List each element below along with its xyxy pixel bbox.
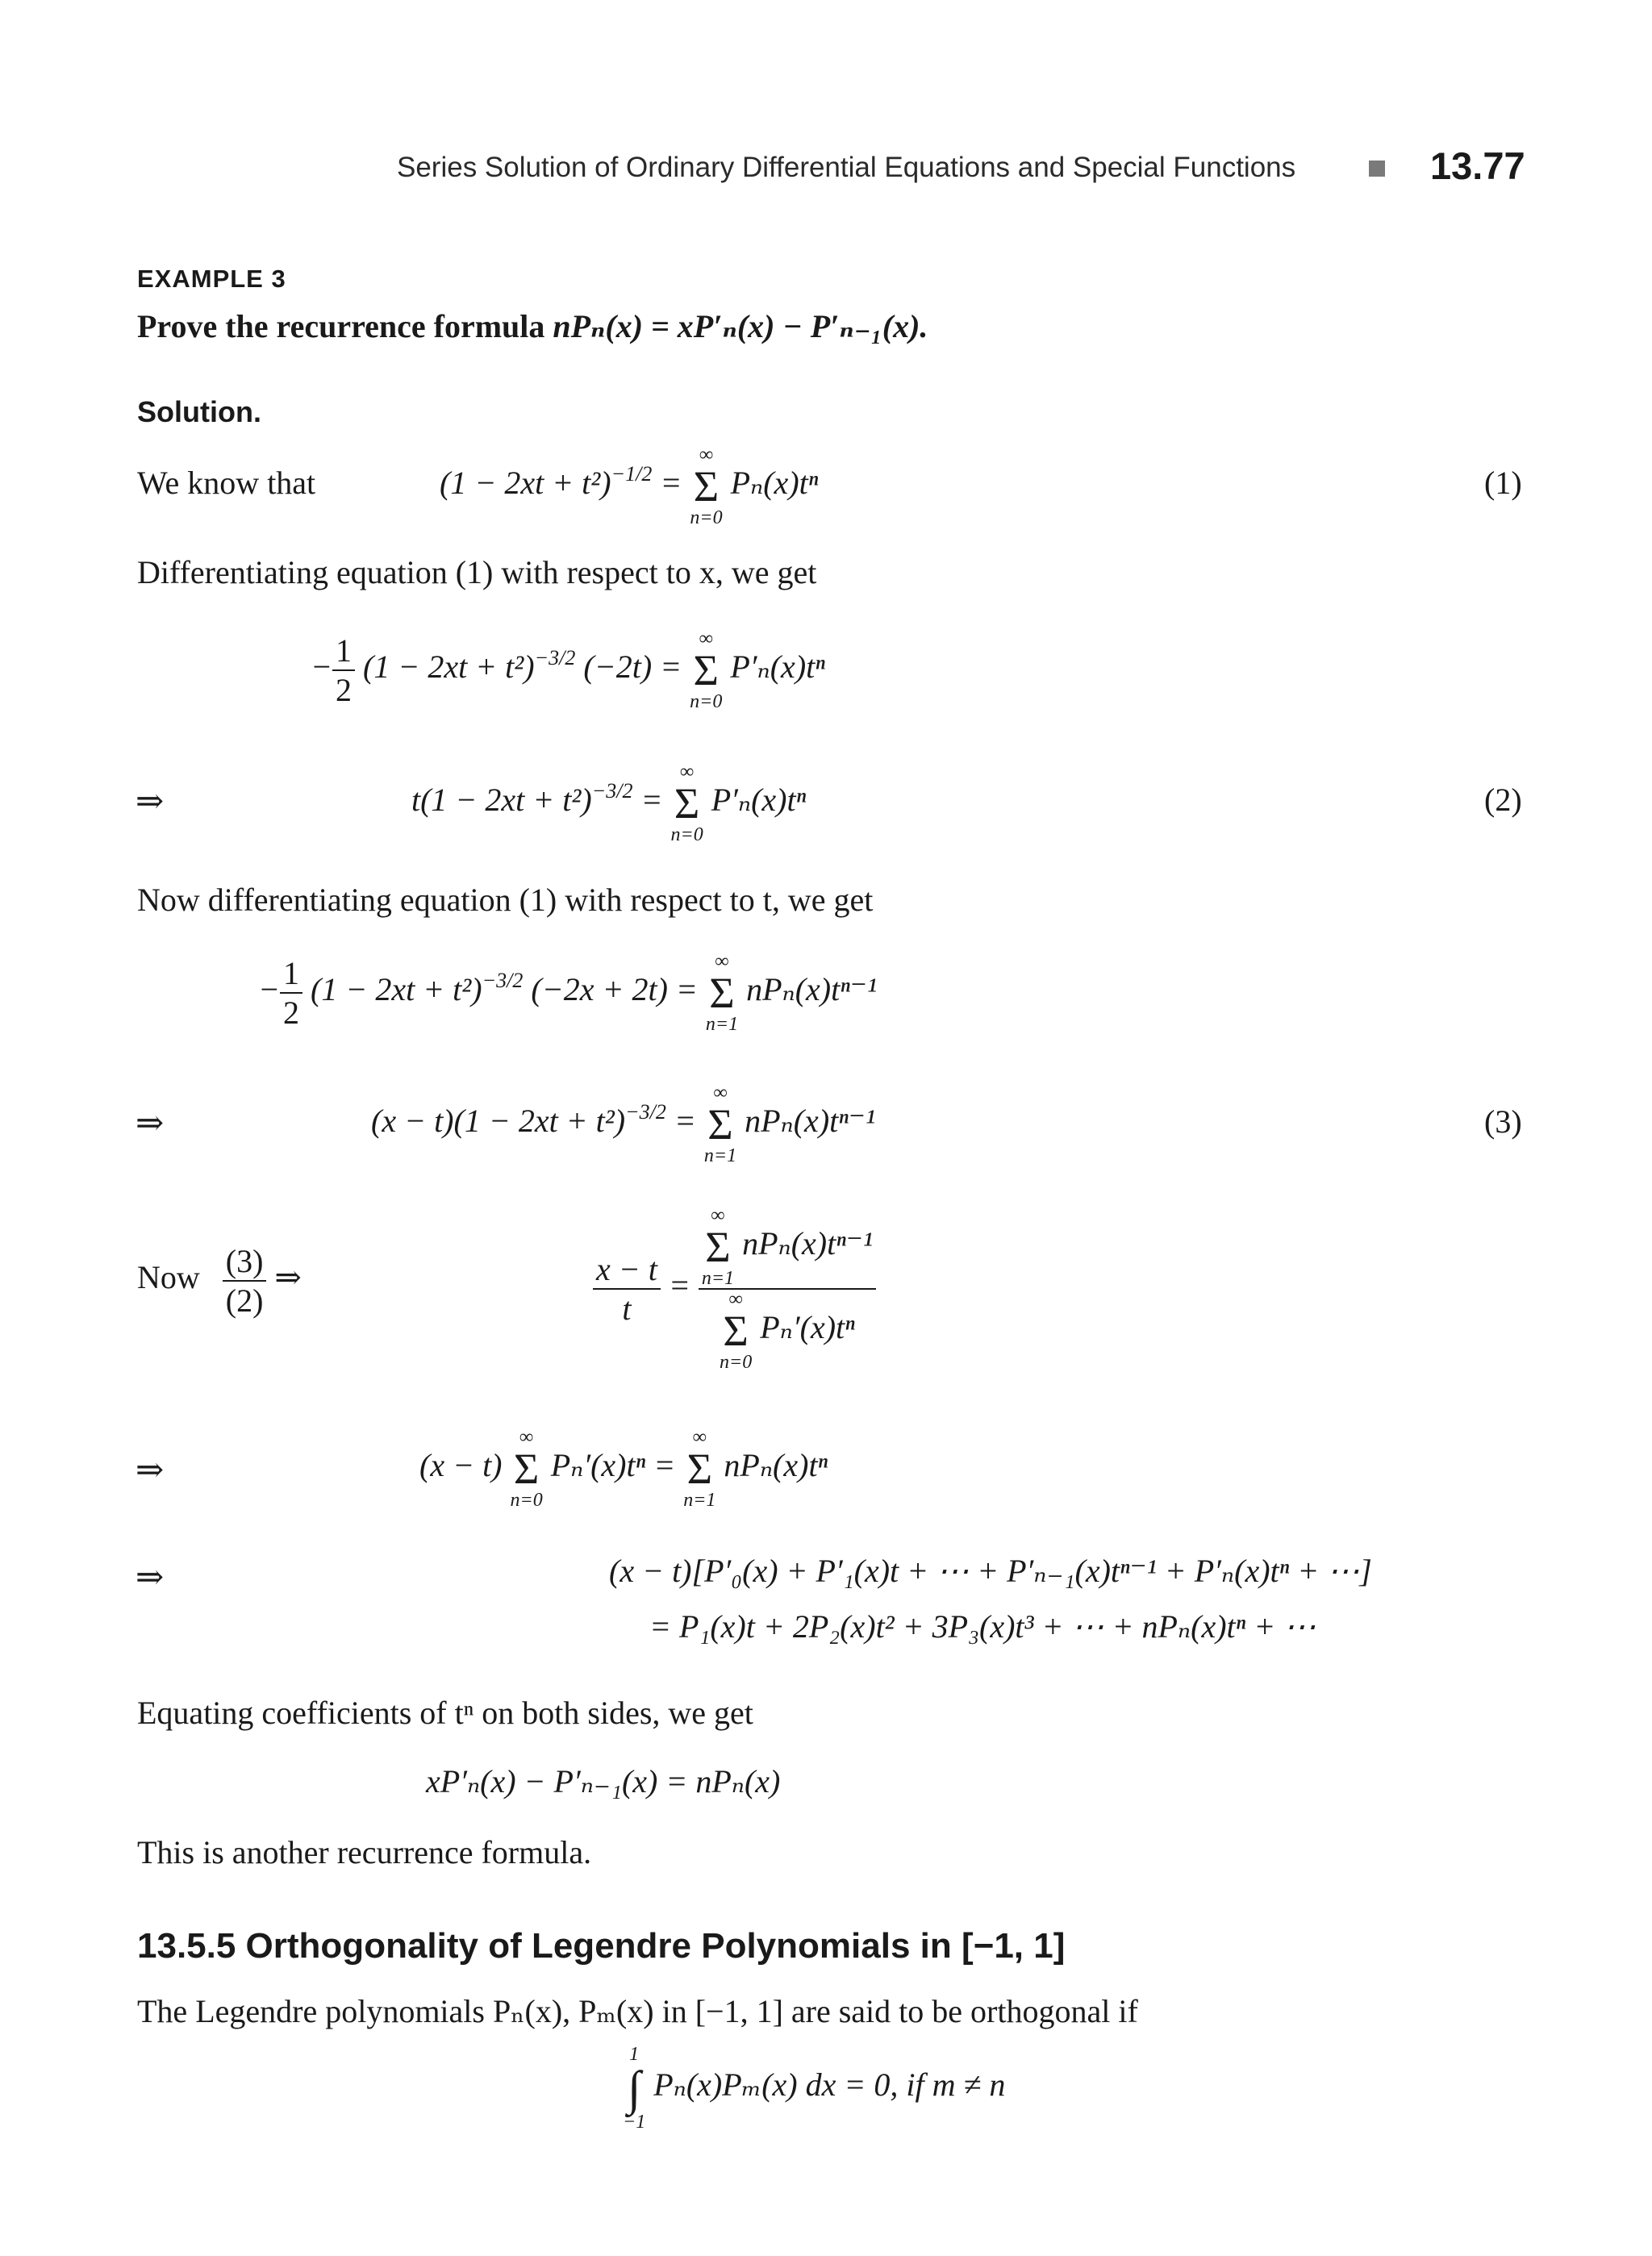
eq3-number: (3) bbox=[1484, 1103, 1522, 1140]
eqc-den-summation-icon: ∞ Σ n=0 bbox=[720, 1289, 753, 1373]
now-label: Now bbox=[137, 1259, 200, 1296]
eq1-rhs: Pₙ(x)tⁿ bbox=[730, 465, 819, 502]
eqd-summation-icon: ∞ Σ n=0 bbox=[510, 1427, 543, 1511]
eqc-right-fraction bbox=[699, 1206, 876, 1372]
eq2-rhs: P′ₙ(x)tⁿ bbox=[711, 782, 807, 819]
orthogonality-equation bbox=[623, 2045, 1005, 2132]
implies-icon: ⇒ bbox=[136, 1105, 165, 1142]
eqa-exponent: −3/2 bbox=[534, 646, 576, 670]
example-title-formula: nPₙ(x) = xP′ₙ(x) − P′ₙ₋₁(x). bbox=[553, 308, 928, 344]
we-know-that-text: We know that bbox=[137, 465, 316, 501]
eq1-exponent: −1/2 bbox=[611, 462, 653, 486]
eqc-num-term: nPₙ(x)tⁿ⁻¹ bbox=[742, 1225, 873, 1262]
eq2-number: (2) bbox=[1484, 782, 1522, 818]
eq2-lhs: t(1 − 2xt + t²) bbox=[411, 782, 592, 819]
eq3-exponent: −3/2 bbox=[625, 1100, 666, 1124]
eqc-left-fraction: $\frac{x - t}{t}$ bbox=[593, 1250, 661, 1328]
integral-icon: 1 ∫ −1 bbox=[623, 2044, 646, 2133]
equation-b: − $\frac{1}{2}$ $(1 - 2xt + t^2)^{-3/2}$ (−2x + 2t) = ∞ Σ n=1 nPₙ(x)tⁿ⁻¹ bbox=[258, 951, 877, 1035]
implies-icon: ⇒ bbox=[136, 1559, 165, 1596]
equation-d bbox=[419, 1428, 828, 1510]
section-title: 13.5.5 Orthogonality of Legendre Polynomials in [−1, 1] bbox=[137, 1926, 1066, 1966]
eq1-number: (1) bbox=[1484, 465, 1522, 501]
equation-3: $(x - t)(1 - 2xt + t^2)^{-3/2}$ = ∞ Σ n=1 nPₙ(x)tⁿ⁻¹ bbox=[371, 1082, 875, 1166]
eq1-sum-upper: ∞ bbox=[699, 444, 714, 465]
ratio-step bbox=[137, 1242, 302, 1320]
eqb-rhs: nPₙ(x)tⁿ⁻¹ bbox=[746, 971, 877, 1008]
eqa-summation-icon: ∞ Σ n=0 bbox=[690, 628, 723, 712]
eqc-num-summation-icon: ∞ Σ n=1 bbox=[701, 1205, 735, 1289]
ratio-fraction: $\frac{(3)}{(2)}$ bbox=[223, 1242, 267, 1320]
eqa-tail: (−2t) = bbox=[583, 648, 682, 686]
eqb-tail: (−2x + 2t) = bbox=[531, 971, 698, 1008]
integral-body: Pₙ(x)Pₘ(x) dx = 0, if m ≠ n bbox=[653, 2066, 1006, 2104]
equation-1: $(1 - 2xt + t^2)^{-1/2}$ = ∞ Σ n=0 Pₙ(x)tⁿ bbox=[440, 444, 819, 528]
another-formula-text: This is another recurrence formula. bbox=[137, 1834, 592, 1870]
integral-lower: −1 bbox=[623, 2112, 646, 2133]
result-equation: xP′ₙ(x) − P′ₙ₋₁(x) = nPₙ(x) bbox=[426, 1763, 781, 1799]
eq3-summation-icon: ∞ Σ n=1 bbox=[703, 1082, 737, 1166]
eq1-summation-icon: ∞ Σ n=0 bbox=[690, 444, 723, 528]
eq3-lhs: (x − t)(1 − 2xt + t²) bbox=[371, 1103, 626, 1140]
eq1-sum-lower: n=0 bbox=[690, 507, 723, 528]
eqe-line2: = P₁(x)t + 2P₂(x)t² + 3P₃(x)t³ + ⋯ + nPₙ(x)tⁿ + ⋯ bbox=[649, 1608, 1316, 1645]
eq2-exponent: −3/2 bbox=[591, 779, 633, 803]
example-label: EXAMPLE 3 bbox=[137, 265, 286, 293]
eqd-term1: Pₙ′(x)tⁿ = bbox=[550, 1447, 676, 1484]
equation-a: − $\frac{1}{2}$ $(1 - 2xt + t^2)^{-3/2}$ (−2t) = ∞ Σ n=0 P′ₙ(x)tⁿ bbox=[311, 628, 825, 712]
eq2-summation-icon: ∞ Σ n=0 bbox=[670, 761, 703, 845]
eqd-summation-icon: ∞ Σ n=1 bbox=[683, 1427, 716, 1511]
page-number: 13.77 bbox=[1430, 144, 1525, 187]
header-square-icon bbox=[1369, 161, 1385, 177]
eqc-den-term: Pₙ′(x)tⁿ bbox=[760, 1309, 855, 1346]
eqa-rhs: P′ₙ(x)tⁿ bbox=[730, 648, 825, 686]
solution-label: Solution. bbox=[137, 395, 261, 428]
diff-t-text: Now differentiating equation (1) with respect to t, we get bbox=[137, 882, 874, 918]
example-title bbox=[137, 307, 928, 345]
example-title-text: Prove the recurrence formula bbox=[137, 308, 545, 344]
eq3-rhs: nPₙ(x)tⁿ⁻¹ bbox=[745, 1103, 875, 1140]
implies-icon: ⇒ bbox=[136, 783, 165, 820]
diff-x-text: Differentiating equation (1) with respect to x, we get bbox=[137, 554, 817, 590]
eqa-lhs: (1 − 2xt + t²) bbox=[363, 648, 535, 686]
eqd-lhs-factor: (x − t) bbox=[419, 1447, 503, 1484]
eqa-coefficient: $\frac{1}{2}$ bbox=[332, 632, 355, 709]
eqd-term2: nPₙ(x)tⁿ bbox=[724, 1447, 828, 1484]
eqb-summation-icon: ∞ Σ n=1 bbox=[705, 951, 739, 1035]
implies-icon: ⇒ bbox=[136, 1452, 165, 1489]
integral-upper: 1 bbox=[629, 2044, 640, 2065]
equating-text: Equating coefficients of tⁿ on both sides, we get bbox=[137, 1695, 753, 1731]
eqb-lhs: (1 − 2xt + t²) bbox=[311, 971, 482, 1008]
section-intro-text: The Legendre polynomials Pₙ(x), Pₘ(x) in [−1, 1] are said to be orthogonal if bbox=[137, 1993, 1138, 2029]
eqb-exponent: −3/2 bbox=[482, 969, 524, 993]
implies-icon: ⇒ bbox=[274, 1259, 302, 1296]
eqe-line1: (x − t)[P′₀(x) + P′₁(x)t + ⋯ + P′ₙ₋₁(x)tⁿ⁻¹ + P′ₙ(x)tⁿ + ⋯] bbox=[609, 1553, 1372, 1589]
running-head: Series Solution of Ordinary Differential Equations and Special Functions bbox=[397, 152, 1296, 183]
equation-c: $\frac{x - t}{t}$ = ∞ Σ n=1 nPₙ(x)tⁿ⁻¹ ∞ Σ n=0 Pₙ′(x)tⁿ bbox=[593, 1206, 876, 1372]
eq1-lhs: (1 − 2xt + t²) bbox=[440, 465, 611, 502]
equation-2: $t(1 - 2xt + t^2)^{-3/2}$ = ∞ Σ n=0 P′ₙ(x)tⁿ bbox=[411, 761, 807, 845]
eqb-coefficient: $\frac{1}{2}$ bbox=[280, 954, 302, 1032]
